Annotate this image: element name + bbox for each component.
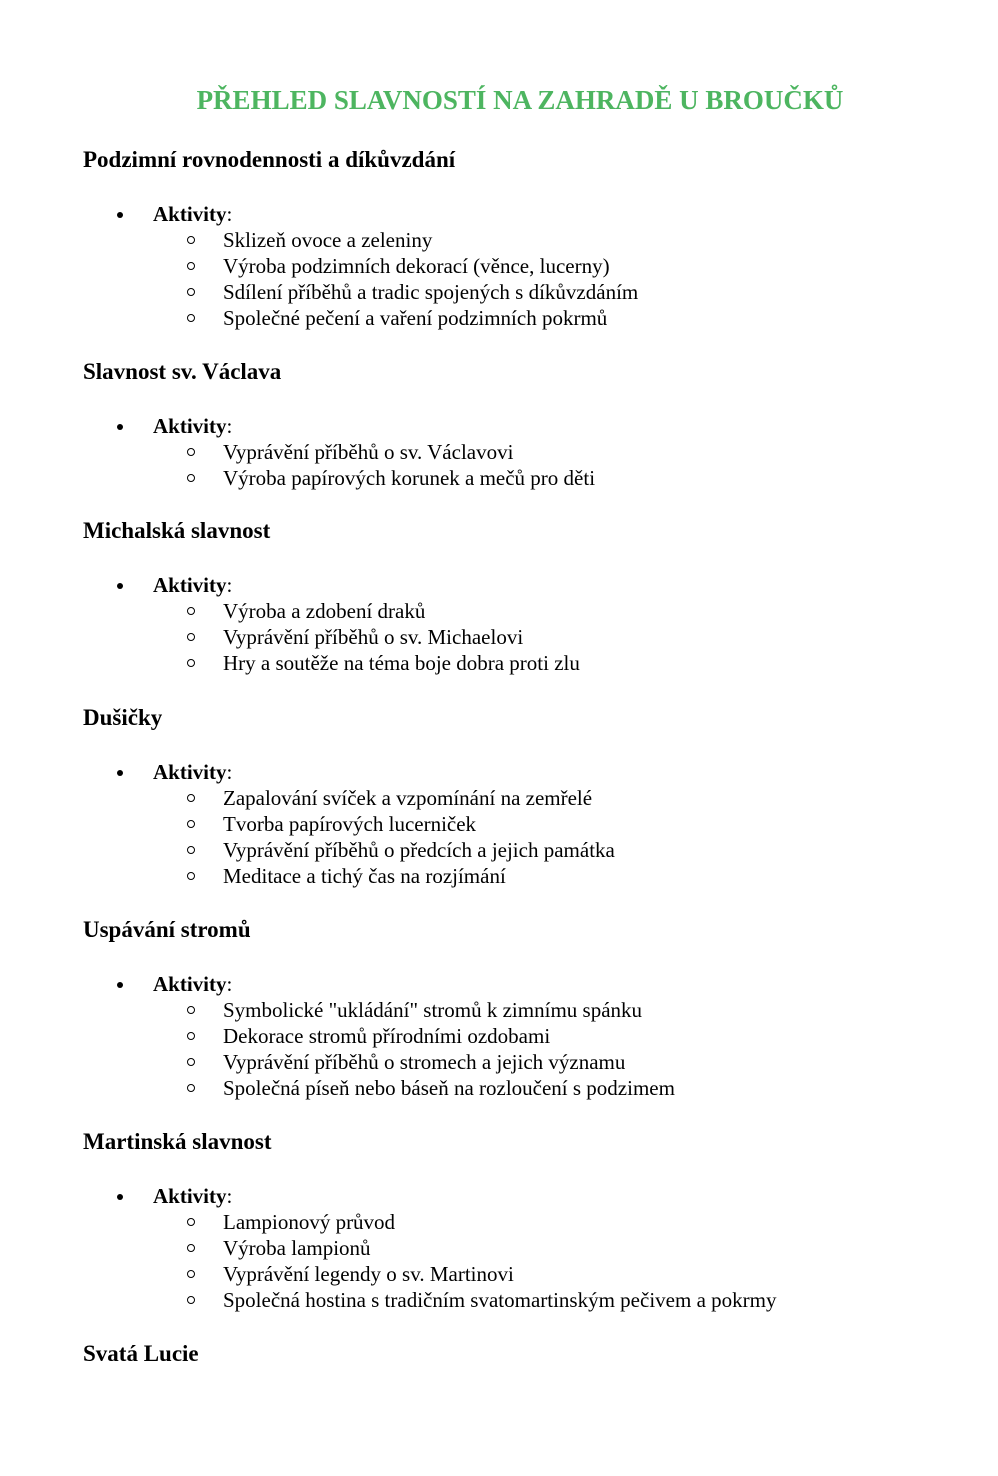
list-item (83, 227, 963, 253)
list-item (83, 650, 963, 676)
list-item (83, 1287, 963, 1313)
bullet-dot-icon (117, 1194, 123, 1200)
section-dusicky (83, 703, 963, 889)
section-heading: Martinská slavnost (83, 1129, 272, 1154)
list-item-text: Zapalování svíček a vzpomínání na zemřelé (223, 786, 593, 810)
list-item-text: Výroba podzimních dekorací (věnce, lucerny) (223, 254, 610, 278)
section-heading: Uspávání stromů (83, 917, 251, 942)
section-svata-lucie (83, 1339, 963, 1369)
activities-colon: : (226, 414, 233, 438)
list-item (83, 279, 963, 305)
section-martinska-slavnost (83, 1127, 963, 1313)
section-heading: Michalská slavnost (83, 518, 271, 543)
circle-bullet-icon (187, 1058, 195, 1066)
bullet-dot-icon (117, 212, 123, 218)
circle-bullet-icon (187, 236, 195, 244)
bullet-dot-icon (117, 424, 123, 430)
circle-bullet-icon (187, 607, 195, 615)
circle-bullet-icon (187, 820, 195, 828)
bullet-dot-icon (117, 982, 123, 988)
circle-bullet-icon (187, 448, 195, 456)
list-item (83, 997, 963, 1023)
list-item (83, 1023, 963, 1049)
list-item (83, 253, 963, 279)
list-item (83, 811, 963, 837)
list-item (83, 624, 963, 650)
activity-list (83, 598, 963, 676)
activities-label: Aktivity (153, 760, 227, 784)
list-item-text: Meditace a tichý čas na rozjímání (223, 864, 506, 888)
section-heading: Dušičky (83, 705, 163, 730)
list-item-text: Symbolické "ukládání" stromů k zimnímu spánku (223, 998, 643, 1022)
circle-bullet-icon (187, 872, 195, 880)
activities-bullet (83, 971, 963, 997)
section-michalska-slavnost (83, 516, 963, 676)
activity-list (83, 227, 963, 331)
list-item-text: Výroba a zdobení draků (223, 599, 426, 623)
activity-list (83, 997, 963, 1101)
activities-bullet (83, 572, 963, 598)
list-item-text: Vyprávění příběhů o sv. Václavovi (223, 440, 514, 464)
section-heading: Podzimní rovnodennosti a díkůvzdání (83, 147, 456, 172)
list-item-text: Výroba papírových korunek a mečů pro děti (223, 466, 596, 490)
activity-list (83, 785, 963, 889)
bullet-dot-icon (117, 583, 123, 589)
activity-list (83, 439, 963, 491)
circle-bullet-icon (187, 794, 195, 802)
section-heading: Svatá Lucie (83, 1341, 199, 1366)
list-item (83, 1235, 963, 1261)
circle-bullet-icon (187, 1032, 195, 1040)
activities-colon: : (226, 202, 233, 226)
list-item (83, 439, 963, 465)
activities-colon: : (226, 573, 233, 597)
circle-bullet-icon (187, 1218, 195, 1226)
activity-list (83, 1209, 963, 1313)
circle-bullet-icon (187, 633, 195, 641)
list-item (83, 598, 963, 624)
list-item-text: Vyprávění legendy o sv. Martinovi (223, 1262, 514, 1286)
list-item-text: Společná hostina s tradičním svatomartinským pečivem a pokrmy (223, 1288, 777, 1312)
activities-colon: : (226, 972, 233, 996)
document-title: PŘEHLED SLAVNOSTÍ NA ZAHRADĚ U BROUČKŮ (196, 85, 844, 115)
circle-bullet-icon (187, 1084, 195, 1092)
circle-bullet-icon (187, 1244, 195, 1252)
circle-bullet-icon (187, 314, 195, 322)
activities-label: Aktivity (153, 573, 227, 597)
list-item (83, 1075, 963, 1101)
list-item-text: Tvorba papírových lucerniček (223, 812, 477, 836)
list-item-text: Vyprávění příběhů o sv. Michaelovi (223, 625, 524, 649)
activities-label: Aktivity (153, 202, 227, 226)
activities-label: Aktivity (153, 414, 227, 438)
list-item (83, 1261, 963, 1287)
circle-bullet-icon (187, 1296, 195, 1304)
activities-bullet (83, 1183, 963, 1209)
list-item (83, 1049, 963, 1075)
list-item-text: Vyprávění příběhů o stromech a jejich významu (223, 1050, 626, 1074)
section-uspavani-stromu (83, 915, 963, 1101)
section-heading: Slavnost sv. Václava (83, 359, 282, 384)
circle-bullet-icon (187, 262, 195, 270)
section-podzimni-rovnodennosti (83, 145, 963, 331)
list-item (83, 785, 963, 811)
list-item-text: Vyprávění příběhů o předcích a jejich památka (223, 838, 615, 862)
list-item (83, 863, 963, 889)
list-item-text: Hry a soutěže na téma boje dobra proti zlu (223, 651, 580, 675)
activities-label: Aktivity (153, 1184, 227, 1208)
circle-bullet-icon (187, 474, 195, 482)
list-item-text: Sdílení příběhů a tradic spojených s díkůvzdáním (223, 280, 639, 304)
list-item (83, 837, 963, 863)
circle-bullet-icon (187, 1270, 195, 1278)
list-item-text: Sklizeň ovoce a zeleniny (223, 228, 433, 252)
circle-bullet-icon (187, 288, 195, 296)
list-item-text: Společné pečení a vaření podzimních pokrmů (223, 306, 608, 330)
activities-bullet (83, 201, 963, 227)
activities-label: Aktivity (153, 972, 227, 996)
circle-bullet-icon (187, 1006, 195, 1014)
circle-bullet-icon (187, 846, 195, 854)
list-item-text: Výroba lampionů (223, 1236, 371, 1260)
activities-colon: : (226, 760, 233, 784)
activities-bullet (83, 413, 963, 439)
activities-bullet (83, 759, 963, 785)
list-item-text: Lampionový průvod (223, 1210, 396, 1234)
list-item-text: Společná píseň nebo báseň na rozloučení s podzimem (223, 1076, 675, 1100)
activities-colon: : (226, 1184, 233, 1208)
section-slavnost-sv-vaclava (83, 357, 963, 491)
bullet-dot-icon (117, 770, 123, 776)
list-item (83, 465, 963, 491)
list-item (83, 305, 963, 331)
circle-bullet-icon (187, 659, 195, 667)
list-item-text: Dekorace stromů přírodními ozdobami (223, 1024, 551, 1048)
list-item (83, 1209, 963, 1235)
